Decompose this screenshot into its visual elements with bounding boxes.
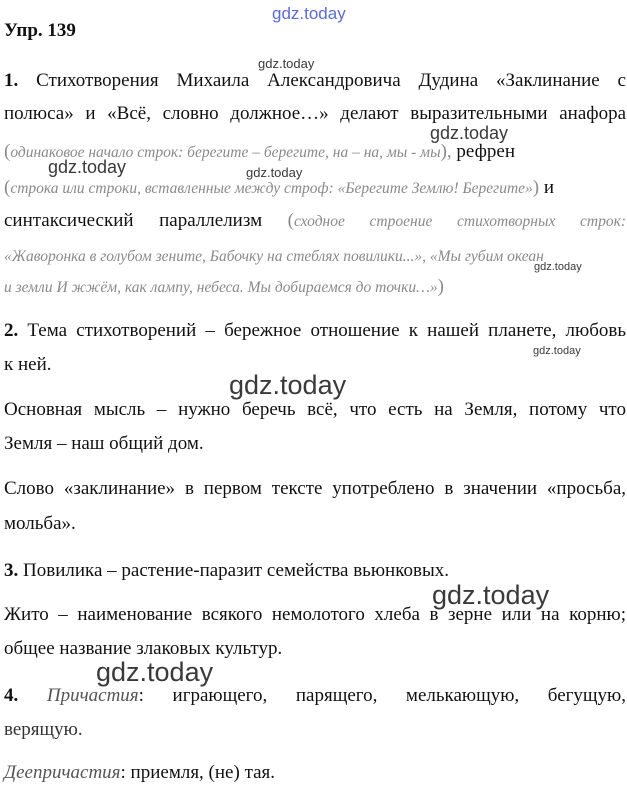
s4-line-1: 4. Причастия: играющего, парящего, мелькающую, бегущую, [4, 685, 626, 706]
s2-line-1: 2. Тема стихотворений – бережное отношение к нашей планете, любовь [4, 320, 626, 341]
s1-line-2: полюса» и «Всё, словно должное…» делают выразительными анафора [4, 103, 626, 124]
s4-line-3: Деепричастия: приемля, (не) тая. [4, 762, 276, 783]
gerunds-label: Деепричастия [4, 762, 121, 783]
watermark: gdz.today [430, 123, 509, 143]
watermark-top: gdz.today [272, 4, 346, 23]
watermark: gdz.today [48, 157, 127, 177]
s2-line-4: Земля – наш общий дом. [4, 433, 204, 454]
s2-line-2: к ней. [4, 354, 52, 375]
s1-number: 1. [4, 70, 19, 91]
s3-line-2: Жито – наименование всякого немолотого хлеба в зерне или на корню; [4, 604, 626, 625]
s2-line-6: мольба». [4, 513, 76, 534]
s3-number: 3. [4, 560, 19, 581]
s1-line-3: (одинаковое начало строк: берегите – берегите, на – на, мы - мы), рефрен [4, 141, 515, 162]
watermark: gdz.today [432, 580, 550, 610]
s1-line-7: и земли И жжём, как лампу, небеса. Мы добираемся до точки…») [4, 276, 444, 297]
participles-label: Причастия [46, 685, 139, 706]
watermark: gdz.today [246, 165, 303, 180]
s1-line-4: (строка или строки, вставленные между строф: «Берегите Землю! Берегите») и [4, 177, 555, 198]
s1-line-1: 1. Стихотворения Михаила Александровича Дудина «Заклинание с [4, 70, 626, 91]
s4-number: 4. [4, 685, 19, 706]
exercise-title: Упр. 139 [4, 20, 76, 41]
s4-line-2: верящую. [4, 719, 83, 740]
s1-line-6: «Жаворонка в голубом зените, Бабочку на стеблях повилики...», «Мы губим океан [4, 248, 544, 265]
s1-line-5: синтаксический параллелизм (сходное строение стихотворных строк: [4, 210, 626, 231]
watermark: gdz.today [533, 345, 581, 357]
watermark: gdz.today [258, 56, 315, 71]
s2-number: 2. [4, 320, 19, 341]
s3-line-1: 3. Повилика – растение-паразит семейства вьюнковых. [4, 560, 449, 581]
watermark: gdz.today [534, 261, 582, 273]
s3-line-3: общее название злаковых культур. [4, 638, 283, 659]
watermark: gdz.today [229, 370, 347, 400]
s2-line-3: Основная мысль – нужно беречь всё, что есть на Земля, потому что [4, 399, 626, 420]
s2-line-5: Слово «заклинание» в первом тексте употреблено в значении «просьба, [4, 478, 626, 499]
watermark: gdz.today [96, 657, 214, 687]
